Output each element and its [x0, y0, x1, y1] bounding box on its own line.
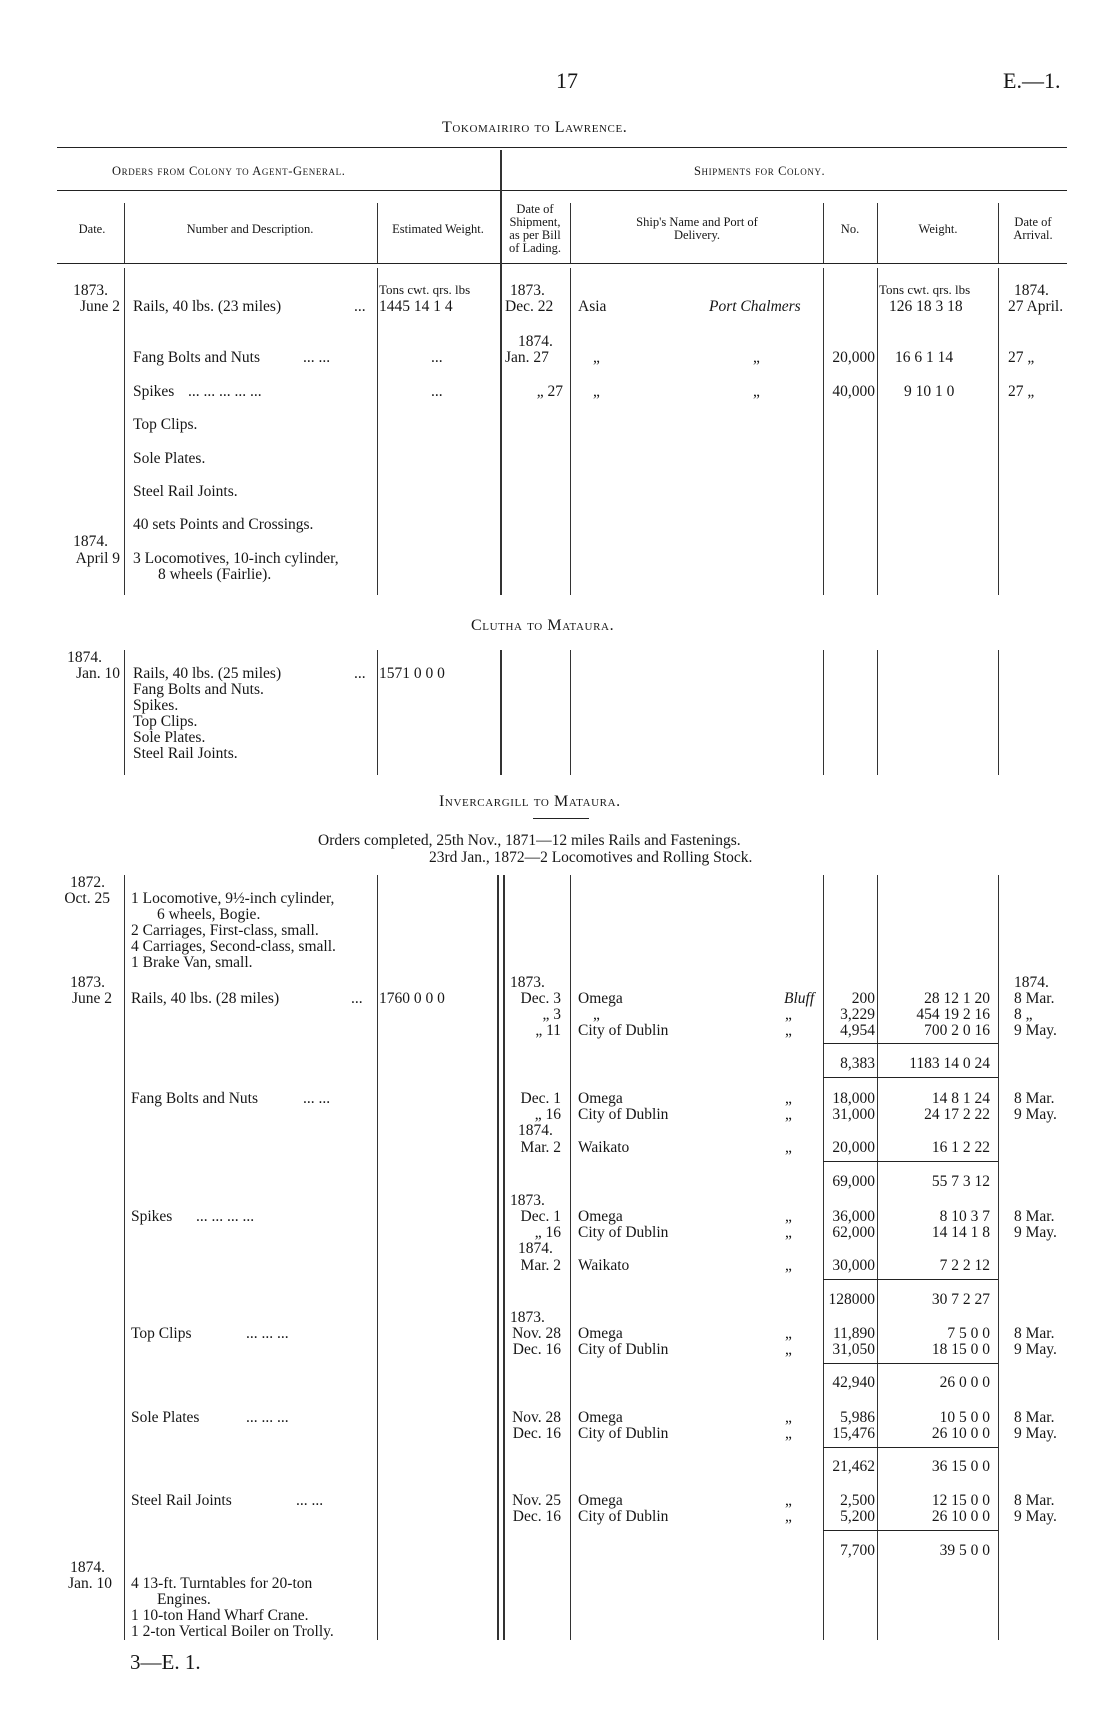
col-header-date: Date.	[78, 222, 106, 236]
inv-rails-port-2: „	[785, 1006, 792, 1023]
inv-spikes-ship-3: Waikato	[578, 1257, 630, 1274]
clu-vline-7	[998, 650, 999, 775]
inv-steel-leader: ... ...	[296, 1492, 324, 1509]
inv-rails-ship-year: 1873.	[510, 974, 545, 991]
tok-top-clips: Top Clips.	[133, 416, 198, 433]
tok-ship-date-dec22: Dec. 22	[505, 298, 554, 315]
inv-top-year: 1873.	[510, 1309, 545, 1326]
clu-item: Fang Bolts and Nuts.	[133, 681, 264, 698]
clu-vline-4	[570, 650, 571, 775]
inv-spikes-port-1: „	[785, 1208, 792, 1225]
col-header-no: No.	[840, 222, 860, 236]
inv-steel-total-no: 7,700	[840, 1542, 875, 1559]
inv-spikes-leader: ... ... ... ...	[196, 1208, 255, 1225]
inv-spikes-date-1: Dec. 1	[520, 1208, 561, 1225]
tok-fang-ditto-port: „	[753, 349, 760, 366]
inv-rails-date-3: „ 11	[535, 1022, 561, 1039]
inv-date-jan10: Jan. 10	[68, 1575, 112, 1592]
hdr-vline-7	[998, 203, 999, 263]
inv-sole-w-2: 26 10 0 0	[931, 1425, 990, 1442]
tok-steel-joints: Steel Rail Joints.	[133, 483, 238, 500]
inv-turntables-1: 4 13-ft. Turntables for 20-ton	[131, 1575, 313, 1592]
inv-top-port-1: „	[785, 1325, 792, 1342]
clu-year: 1874.	[67, 649, 102, 666]
inv-rails-ship-3: City of Dublin	[578, 1022, 669, 1039]
inv-date-oct25: Oct. 25	[64, 890, 110, 907]
inv-rails-total-bottom	[823, 1077, 998, 1078]
inv-fang-no-3: 20,000	[832, 1139, 875, 1156]
tok-weight-1: 126 18 3 18	[889, 298, 963, 315]
inv-rails-arr-2: 8 „	[1014, 1006, 1033, 1023]
inv-steel-ship-2: City of Dublin	[578, 1508, 669, 1525]
inv-rails-w-1: 28 12 1 20	[924, 990, 990, 1007]
col-header-arrival	[1000, 216, 1066, 242]
clu-vline-3	[500, 650, 502, 775]
inv-sole-ship-1: Omega	[578, 1409, 623, 1426]
tok-fang-weight: 16 6 1 14	[895, 349, 954, 366]
inv-top-port-2: „	[785, 1341, 792, 1358]
inv-spikes-arr-1: 8 Mar.	[1014, 1208, 1055, 1225]
inv-fang-leader: ... ...	[303, 1090, 331, 1107]
tok-rails-leader: ...	[354, 298, 366, 315]
clu-vline-5	[823, 650, 824, 775]
inv-fang-date-1: Dec. 1	[520, 1090, 561, 1107]
inv-rails-weight: 1760 0 0 0	[379, 990, 445, 1007]
inv-steel-date-1: Nov. 25	[512, 1492, 561, 1509]
inv-sole-arr-1: 8 Mar.	[1014, 1409, 1055, 1426]
inv-fang-port-3: „	[785, 1139, 792, 1156]
col-header-ship-name-l2: Delivery.	[673, 228, 721, 242]
inv-steel-ship-1: Omega	[578, 1492, 623, 1509]
page-reference: E.—1.	[1003, 68, 1061, 93]
tok-spikes-ditto-port: „	[753, 383, 760, 400]
inv-spikes-year-74: 1874.	[518, 1240, 553, 1257]
units-weight: Tons cwt. qrs. lbs	[879, 282, 971, 297]
inv-vline-5	[823, 875, 824, 1640]
tok-rails: Rails, 40 lbs. (23 miles)	[133, 298, 282, 315]
units-est-weight: Tons cwt. qrs. lbs	[379, 282, 471, 297]
inv-rails-arr-year: 1874.	[1014, 974, 1049, 991]
inv-brake-van: 1 Brake Van, small.	[131, 954, 253, 971]
tok-date-april9: April 9	[75, 550, 120, 567]
inv-sole-total-no: 21,462	[832, 1458, 875, 1475]
col-header-date-shipment-l4: of Lading.	[508, 241, 562, 255]
clu-item: Steel Rail Joints.	[133, 745, 238, 762]
inv-vline-3	[497, 875, 499, 1640]
inv-spikes-no-2: 62,000	[832, 1224, 875, 1241]
inv-vline-7	[998, 875, 999, 1640]
tok-ship-date-jan27: Jan. 27	[505, 349, 549, 366]
clu-item: Top Clips.	[133, 713, 198, 730]
inv-sole-ship-2: City of Dublin	[578, 1425, 669, 1442]
inv-vline-4	[570, 875, 571, 1640]
inv-steel-arr-1: 8 Mar.	[1014, 1492, 1055, 1509]
inv-spikes-date-2: „ 16	[534, 1224, 561, 1241]
inv-top-clips: Top Clips	[131, 1325, 192, 1342]
clu-vline-2	[377, 650, 378, 775]
col-header-number: Number and Description.	[186, 222, 314, 236]
inv-rails-ship-2: „	[593, 1006, 600, 1023]
inv-steel-w-1: 12 15 0 0	[931, 1492, 990, 1509]
col-header-date-shipment-l2: Shipment,	[509, 215, 561, 229]
inv-top-total-no: 42,940	[832, 1374, 875, 1391]
inv-steel-w-2: 26 10 0 0	[931, 1508, 990, 1525]
clu-rails-weight: 1571 0 0 0	[379, 665, 445, 682]
inv-date-june2: June 2	[71, 990, 112, 1007]
clu-date: Jan. 10	[76, 665, 120, 682]
tok-vline-4	[570, 268, 571, 595]
inv-sole-no-2: 15,476	[832, 1425, 875, 1442]
inv-note-1: Orders completed, 25th Nov., 1871—12 miles Rails and Fastenings.	[318, 832, 741, 849]
inv-fang-w-1: 14 8 1 24	[931, 1090, 990, 1107]
tok-spikes: Spikes	[133, 383, 175, 400]
inv-steel-no-1: 2,500	[840, 1492, 875, 1509]
tok-fang-leader: ... ...	[303, 349, 331, 366]
inv-loco-2: 6 wheels, Bogie.	[157, 906, 261, 923]
tok-spikes-weight-leader: ...	[431, 383, 443, 400]
inv-steel-port-2: „	[785, 1508, 792, 1525]
col-header-date-shipment	[501, 203, 569, 255]
inv-fang-no-2: 31,000	[832, 1106, 875, 1123]
inv-fang-arr-1: 8 Mar.	[1014, 1090, 1055, 1107]
inv-top-ship-2: City of Dublin	[578, 1341, 669, 1358]
clu-vline-1	[124, 650, 125, 775]
hdr-vline-3	[500, 150, 502, 595]
inv-top-leader: ... ... ...	[246, 1325, 289, 1342]
inv-spikes-year-73: 1873.	[510, 1192, 545, 1209]
inv-top-w-2: 18 15 0 0	[931, 1341, 990, 1358]
col-header-arrival-l1: Date of	[1014, 215, 1052, 229]
inv-steel-port-1: „	[785, 1492, 792, 1509]
hdr-vline-6	[877, 203, 878, 263]
inv-rails-date-2: „ 3	[542, 1006, 561, 1023]
tok-year-1874: 1874.	[73, 533, 108, 550]
hdr-vline-5	[823, 203, 824, 263]
inv-top-date-2: Dec. 16	[512, 1341, 561, 1358]
inv-fang-port-2: „	[785, 1106, 792, 1123]
inv-rails-w-3: 700 2 0 16	[924, 1022, 990, 1039]
col-header-date-shipment-l1: Date of	[516, 202, 554, 216]
tok-spikes-arrival: 27 „	[1008, 383, 1035, 400]
inv-steel-date-2: Dec. 16	[512, 1508, 561, 1525]
inv-rails-arr-1: 8 Mar.	[1014, 990, 1055, 1007]
inv-sole-total-w: 36 15 0 0	[931, 1458, 990, 1475]
tok-ship-year-1873: 1873.	[510, 282, 545, 299]
inv-spikes-port-2: „	[785, 1224, 792, 1241]
inv-sole-plates: Sole Plates	[131, 1409, 200, 1426]
header-mid-rule	[57, 190, 1067, 191]
tok-spikes-no: 40,000	[832, 383, 875, 400]
tok-port-chalmers: Port Chalmers	[709, 298, 801, 315]
inv-top-total-rule	[823, 1363, 998, 1364]
inv-boiler: 1 2-ton Vertical Boiler on Trolly.	[131, 1623, 334, 1640]
header-bottom-rule	[57, 263, 1067, 264]
tok-vline-5	[823, 268, 824, 595]
inv-spikes-total-w: 30 7 2 27	[931, 1291, 990, 1308]
inv-fang-arr-2: 9 May.	[1014, 1106, 1057, 1123]
inv-rails-date-1: Dec. 3	[520, 990, 561, 1007]
tok-loco-2: 8 wheels (Fairlie).	[158, 566, 272, 583]
col-header-arrival-l2: Arrival.	[1013, 228, 1053, 242]
inv-fang-total-w: 55 7 3 12	[931, 1173, 990, 1190]
tok-date-june2: June 2	[79, 298, 120, 315]
tok-ship-asia: Asia	[578, 298, 607, 315]
tok-ship-date-27: „ 27	[536, 383, 563, 400]
inv-fang-year: 1874.	[518, 1122, 553, 1139]
inv-spikes-port-3: „	[785, 1257, 792, 1274]
inv-sole-date-2: Dec. 16	[512, 1425, 561, 1442]
inv-top-ship-1: Omega	[578, 1325, 623, 1342]
inv-fang-total-no: 69,000	[832, 1173, 875, 1190]
inv-steel-arr-2: 9 May.	[1014, 1508, 1057, 1525]
inv-top-no-1: 11,890	[832, 1325, 875, 1342]
inv-note-2: 23rd Jan., 1872—2 Locomotives and Rolling Stock.	[429, 849, 753, 866]
inv-sole-arr-2: 9 May.	[1014, 1425, 1057, 1442]
tok-fang-weight-leader: ...	[431, 349, 443, 366]
inv-top-arr-2: 9 May.	[1014, 1341, 1057, 1358]
inv-rails-leader: ...	[351, 990, 363, 1007]
inv-rails-w-2: 454 19 2 16	[916, 1006, 990, 1023]
section-title-underline	[533, 818, 589, 819]
section-title-invercargill: Invercargill to Mataura.	[439, 793, 621, 810]
hdr-vline-1	[124, 203, 125, 263]
inv-fang-port-1: „	[785, 1090, 792, 1107]
inv-spikes-total-no: 128000	[828, 1291, 875, 1308]
inv-steel-no-2: 5,200	[840, 1508, 875, 1525]
inv-sole-leader: ... ... ...	[246, 1409, 289, 1426]
tok-fang-arrival: 27 „	[1008, 349, 1035, 366]
inv-fang: Fang Bolts and Nuts	[131, 1090, 259, 1107]
inv-sole-total-rule	[823, 1447, 998, 1448]
inv-rails-total-rule	[823, 1043, 998, 1044]
inv-sole-port-1: „	[785, 1409, 792, 1426]
inv-fang-ship-3: Waikato	[578, 1139, 630, 1156]
inv-sole-date-1: Nov. 28	[512, 1409, 561, 1426]
inv-spikes: Spikes	[131, 1208, 173, 1225]
inv-rails-no-1: 200	[851, 990, 875, 1007]
inv-carriages-1: 2 Carriages, First-class, small.	[131, 922, 319, 939]
inv-rails-arr-3: 9 May.	[1014, 1022, 1057, 1039]
col-header-ship-name	[572, 216, 822, 242]
clu-item: Sole Plates.	[133, 729, 206, 746]
tok-spikes-leader: ... ... ... ... ...	[188, 383, 262, 400]
hdr-vline-4	[570, 203, 571, 263]
col-header-date-shipment-l3: as per Bill	[509, 228, 561, 242]
inv-crane: 1 10-ton Hand Wharf Crane.	[131, 1607, 309, 1624]
inv-year-1874: 1874.	[70, 1559, 105, 1576]
inv-spikes-ship-2: City of Dublin	[578, 1224, 669, 1241]
tok-arrival-1: 27 April.	[1008, 298, 1064, 315]
section-title-tokomairiro: Tokomairiro to Lawrence.	[442, 119, 628, 136]
tok-vline-1	[124, 268, 125, 595]
tok-fang-ditto-ship: „	[593, 349, 600, 366]
inv-spikes-no-1: 36,000	[832, 1208, 875, 1225]
tok-fang: Fang Bolts and Nuts	[133, 349, 261, 366]
inv-rails-port-1: Bluff	[784, 990, 815, 1007]
inv-top-total-w: 26 0 0 0	[939, 1374, 990, 1391]
shipments-header: Shipments for Colony.	[694, 164, 826, 178]
clu-rails: Rails, 40 lbs. (25 miles)	[133, 665, 282, 682]
inv-rails-total-w: 1183 14 0 24	[909, 1055, 990, 1072]
inv-spikes-w-3: 7 2 2 12	[939, 1257, 990, 1274]
inv-vline-1	[124, 875, 125, 1640]
page-number: 17	[556, 68, 578, 93]
inv-top-no-2: 31,050	[832, 1341, 875, 1358]
inv-steel-total-rule	[823, 1530, 998, 1531]
inv-fang-total-rule	[823, 1161, 998, 1162]
inv-spikes-total-rule	[823, 1279, 998, 1280]
clu-vline-6	[877, 650, 878, 775]
inv-spikes-w-1: 8 10 3 7	[939, 1208, 990, 1225]
tok-vline-6	[877, 268, 878, 595]
inv-steel-total-w: 39 5 0 0	[939, 1542, 990, 1559]
header-top-rule	[57, 147, 1067, 148]
tok-loco-1: 3 Locomotives, 10-inch cylinder,	[133, 550, 339, 567]
inv-sole-port-2: „	[785, 1425, 792, 1442]
col-header-weight: Weight.	[918, 222, 958, 236]
inv-top-w-1: 7 5 0 0	[947, 1325, 990, 1342]
tok-ship-year-1874: 1874.	[518, 333, 553, 350]
section-title-clutha: Clutha to Mataura.	[471, 617, 615, 634]
inv-fang-w-2: 24 17 2 22	[924, 1106, 990, 1123]
inv-fang-w-3: 16 1 2 22	[931, 1139, 990, 1156]
inv-top-arr-1: 8 Mar.	[1014, 1325, 1055, 1342]
inv-fang-no-1: 18,000	[832, 1090, 875, 1107]
tok-arrival-year: 1874.	[1014, 282, 1049, 299]
inv-spikes-w-2: 14 14 1 8	[931, 1224, 990, 1241]
inv-spikes-arr-2: 9 May.	[1014, 1224, 1057, 1241]
inv-rails-port-3: „	[785, 1022, 792, 1039]
inv-turntables-2: Engines.	[157, 1591, 211, 1608]
clu-rails-leader: ...	[354, 665, 366, 682]
inv-year-1873: 1873.	[70, 974, 105, 991]
col-header-est-weight: Estimated Weight.	[392, 222, 484, 236]
tok-vline-2	[377, 268, 378, 595]
inv-rails-no-2: 3,229	[840, 1006, 875, 1023]
tok-fang-no: 20,000	[832, 349, 875, 366]
inv-fang-ship-2: City of Dublin	[578, 1106, 669, 1123]
inv-fang-ship-1: Omega	[578, 1090, 623, 1107]
tok-spikes-weight: 9 10 1 0	[904, 383, 955, 400]
inv-fang-date-3: Mar. 2	[520, 1139, 561, 1156]
inv-spikes-date-3: Mar. 2	[520, 1257, 561, 1274]
inv-sole-w-1: 10 5 0 0	[939, 1409, 990, 1426]
footer-reference: 3—E. 1.	[130, 1650, 201, 1674]
inv-spikes-no-3: 30,000	[832, 1257, 875, 1274]
tok-vline-7	[998, 268, 999, 595]
inv-rails-total-no: 8,383	[840, 1055, 875, 1072]
tok-rails-weight: 1445 14 1 4	[379, 298, 453, 315]
tok-spikes-ditto-ship: „	[593, 383, 600, 400]
tok-sole-plates: Sole Plates.	[133, 450, 206, 467]
inv-top-date-1: Nov. 28	[512, 1325, 561, 1342]
orders-header: Orders from Colony to Agent-General.	[112, 164, 346, 178]
inv-rails: Rails, 40 lbs. (28 miles)	[131, 990, 280, 1007]
inv-sole-no-1: 5,986	[840, 1409, 875, 1426]
inv-carriages-2: 4 Carriages, Second-class, small.	[131, 938, 336, 955]
hdr-vline-2	[377, 203, 378, 263]
tok-year-1873: 1873.	[73, 282, 108, 299]
inv-year-1872: 1872.	[70, 874, 105, 891]
inv-loco-1: 1 Locomotive, 9½-inch cylinder,	[131, 890, 335, 907]
col-header-ship-name-l1: Ship's Name and Port of	[636, 215, 758, 229]
tok-points: 40 sets Points and Crossings.	[133, 516, 314, 533]
inv-fang-date-2: „ 16	[534, 1106, 561, 1123]
inv-spikes-ship-1: Omega	[578, 1208, 623, 1225]
inv-vline-2	[377, 875, 378, 1640]
inv-steel-joints: Steel Rail Joints	[131, 1492, 232, 1509]
clu-item: Spikes.	[133, 697, 179, 714]
inv-rails-no-3: 4,954	[840, 1022, 875, 1039]
inv-rails-ship-1: Omega	[578, 990, 623, 1007]
